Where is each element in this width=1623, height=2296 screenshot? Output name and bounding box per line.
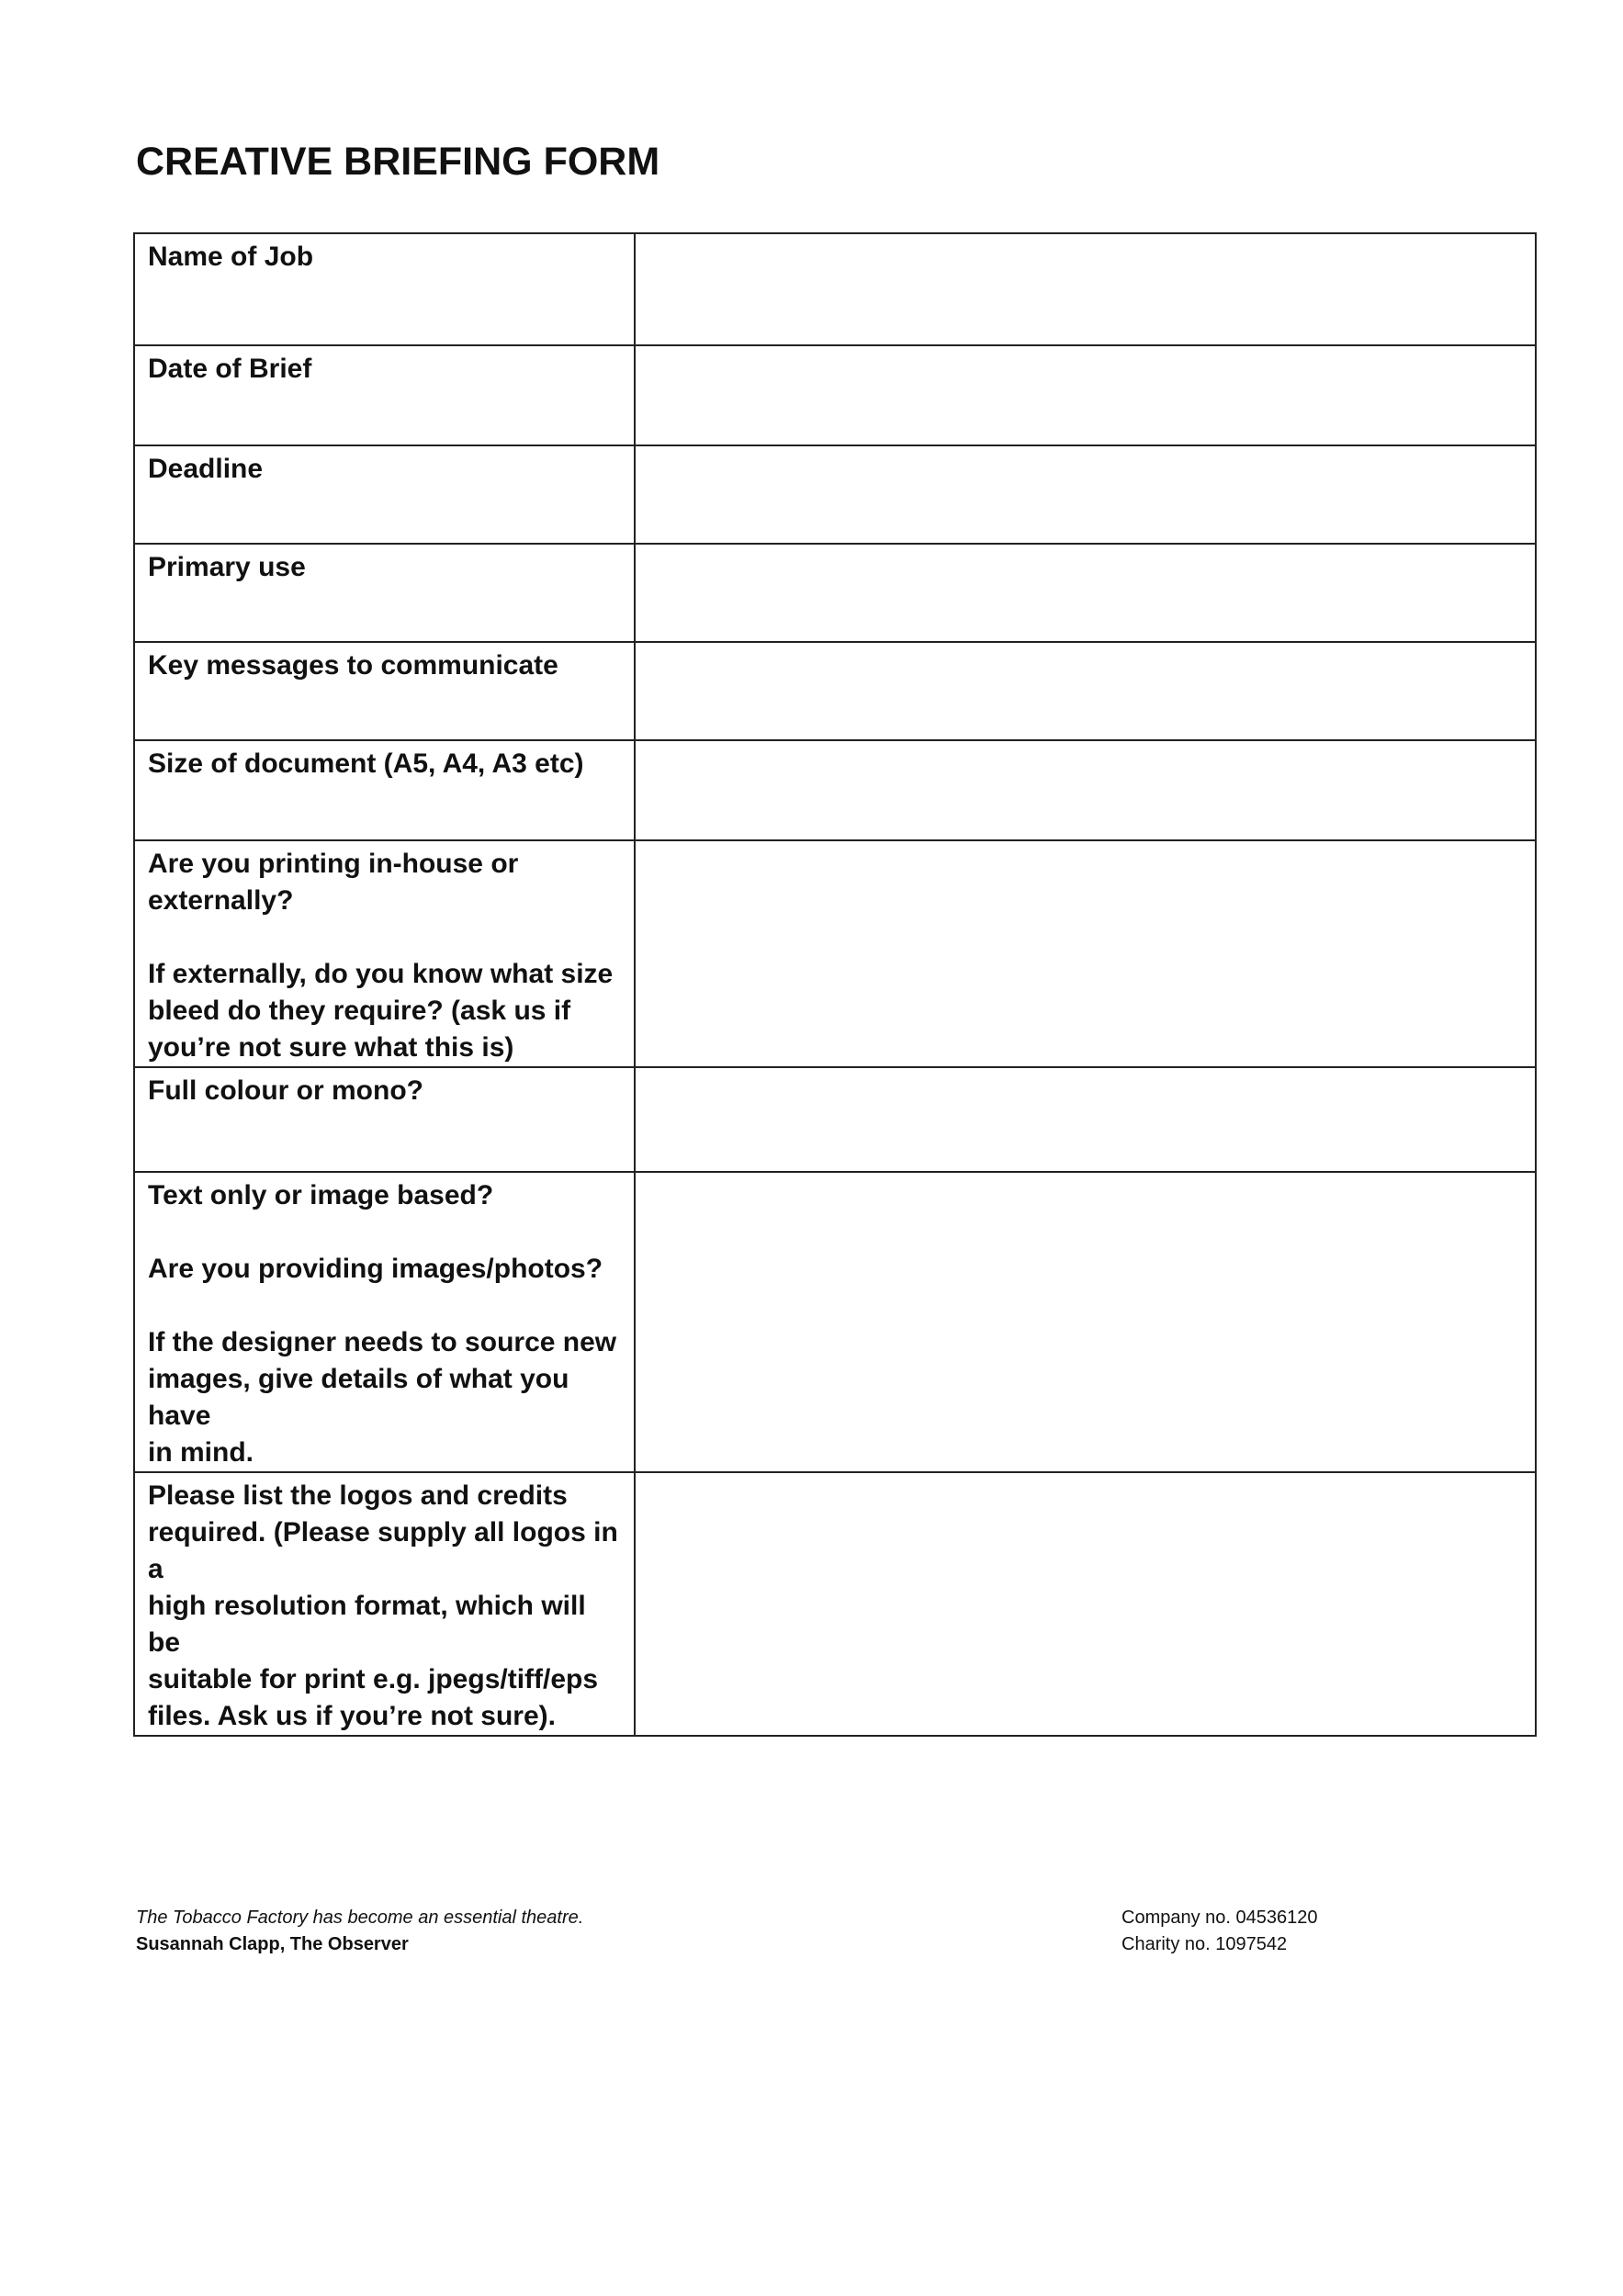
document-size-field[interactable] [635,740,1536,840]
row-label [134,233,635,345]
label-text: Name of Job [148,242,314,272]
label-text: Key messages to communicate [148,650,558,681]
footer-quote: The Tobacco Factory has become an essential theatre. [136,1908,584,1928]
label-text: Size of document (A5, A4, A3 etc) [148,748,584,779]
primary-use-field[interactable] [635,544,1536,642]
footer-registration-block [1121,1905,1318,1958]
logos-field[interactable] [635,1472,1536,1736]
footer-quote-block [136,1905,583,1958]
form-row-primary-use [134,544,1536,642]
images-field[interactable] [635,1172,1536,1472]
row-label [134,1472,635,1736]
label-text: Full colour or mono? [148,1075,423,1106]
row-label [134,544,635,642]
row-label [134,1067,635,1172]
spacer [148,1288,623,1324]
form-row-document-size [134,740,1536,840]
page-title: CREATIVE BRIEFING FORM [136,140,660,184]
briefing-form-table [133,232,1537,1737]
spacer [148,1214,623,1251]
label-text: Primary use [148,552,306,582]
footer-author: Susannah Clapp, The Observer [136,1934,409,1954]
label-text: Are you printing in-house or externally? [148,849,519,916]
label-text: If the designer needs to source new images, give details of what you have in mind. [148,1327,617,1468]
deadline-field[interactable] [635,445,1536,544]
company-number: Company no. 04536120 [1121,1908,1318,1928]
form-row-key-messages [134,642,1536,740]
form-row-logos [134,1472,1536,1736]
form-row-deadline [134,445,1536,544]
form-row-colour [134,1067,1536,1172]
key-messages-field[interactable] [635,642,1536,740]
charity-number: Charity no. 1097542 [1121,1934,1288,1954]
name-of-job-field[interactable] [635,233,1536,345]
form-row-date-of-brief [134,345,1536,445]
row-label [134,345,635,445]
row-label [134,642,635,740]
label-text: Date of Brief [148,354,312,384]
date-of-brief-field[interactable] [635,345,1536,445]
row-label [134,840,635,1067]
label-text: Deadline [148,454,264,484]
printing-field[interactable] [635,840,1536,1067]
row-label [134,1172,635,1472]
label-text: If externally, do you know what size bleed do they require? (ask us if you’re not sure what this is) [148,959,614,1063]
form-row-name-of-job [134,233,1536,345]
label-text: Please list the logos and credits required. (Please supply all logos in a high resolution format, which will be suitable for print e.g. jpegs/tiff/eps files. Ask us if you’re not sure). [148,1480,618,1731]
form-row-images [134,1172,1536,1472]
colour-field[interactable] [635,1067,1536,1172]
form-row-printing [134,840,1536,1067]
row-label [134,740,635,840]
spacer [148,919,623,956]
row-label [134,445,635,544]
label-text: Are you providing images/photos? [148,1254,603,1284]
label-text: Text only or image based? [148,1180,494,1210]
